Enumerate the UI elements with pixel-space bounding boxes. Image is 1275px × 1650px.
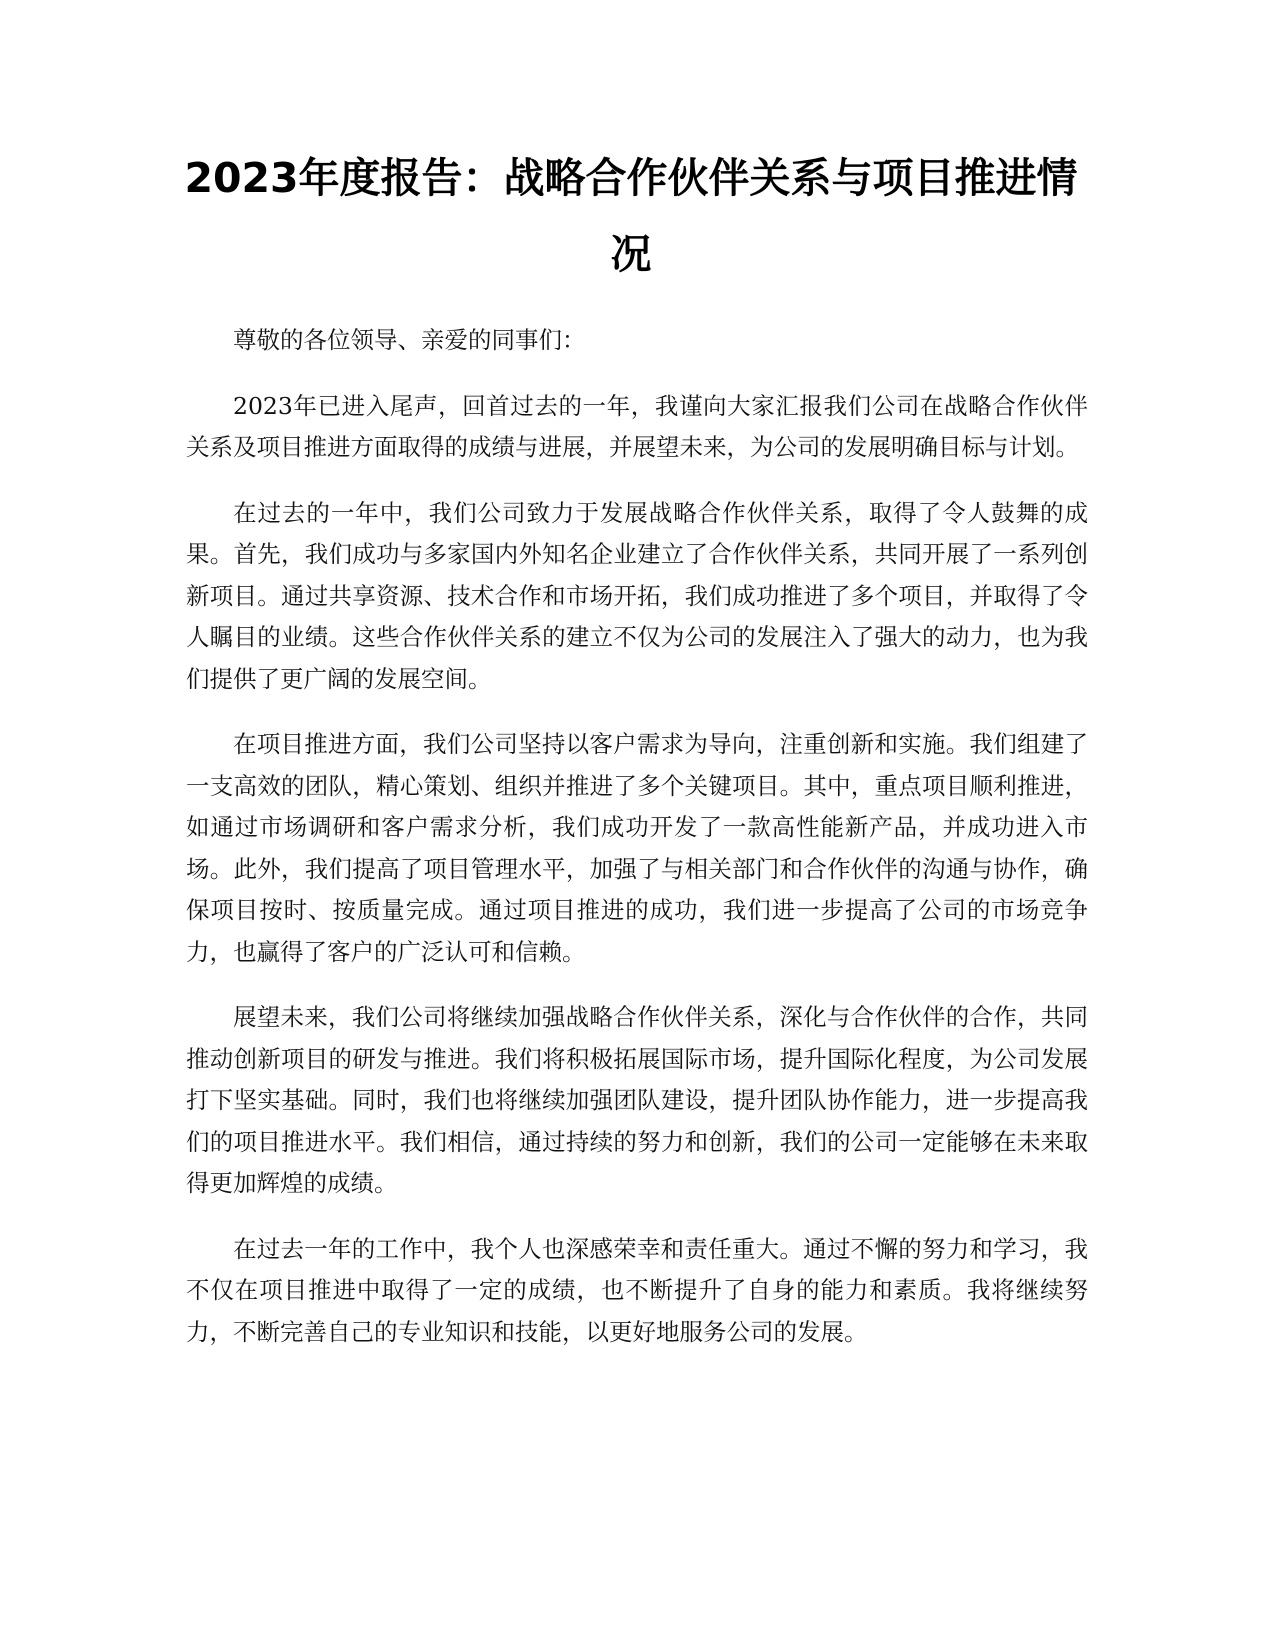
intro-paragraph: 2023年已进入尾声，回首过去的一年，我谨向大家汇报我们公司在战略合作伙伴关系及项目推进方面取得的成绩与进展，并展望未来，为公司的发展明确目标与计划。	[186, 391, 1088, 461]
document-title: 2023年度报告：战略合作伙伴关系与项目推进情况	[184, 154, 1078, 278]
salutation-paragraph: 尊敬的各位领导、亲爱的同事们：	[233, 326, 586, 354]
partnership-paragraph: 在过去的一年中，我们公司致力于发展战略合作伙伴关系，取得了令人鼓舞的成果。首先，我们成功与多家国内外知名企业建立了合作伙伴关系，共同开展了一系列创新项目。通过共享资源、技术合作和市场开拓，我们成功推进了多个项目，并取得了令人瞩目的业绩。这些合作伙伴关系的建立不仅为公司的发展注入了强大的动力，也为我们提供了更广阔的发展空间。	[186, 498, 1088, 693]
personal-paragraph: 在过去一年的工作中，我个人也深感荣幸和责任重大。通过不懈的努力和学习，我不仅在项目推进中取得了一定的成绩，也不断提升了自身的能力和素质。我将继续努力，不断完善自己的专业知识和技能，以更好地服务公司的发展。	[186, 1234, 1088, 1346]
project-paragraph: 在项目推进方面，我们公司坚持以客户需求为导向，注重创新和实施。我们组建了一支高效的团队，精心策划、组织并推进了多个关键项目。其中，重点项目顺利推进，如通过市场调研和客户需求分析，我们成功开发了一款高性能新产品，并成功进入市场。此外，我们提高了项目管理水平，加强了与相关部门和合作伙伴的沟通与协作，确保项目按时、按质量完成。通过项目推进的成功，我们进一步提高了公司的市场竞争力，也赢得了客户的广泛认可和信赖。	[186, 730, 1088, 966]
document-body	[186, 320, 1088, 1377]
outlook-paragraph: 展望未来，我们公司将继续加强战略合作伙伴关系，深化与合作伙伴的合作，共同推动创新项目的研发与推进。我们将积极拓展国际市场，提升国际化程度，为公司发展打下坚实基础。同时，我们也将继续加强团队建设，提升团队协作能力，进一步提高我们的项目推进水平。我们相信，通过持续的努力和创新，我们的公司一定能够在未来取得更加辉煌的成绩。	[186, 1003, 1088, 1197]
